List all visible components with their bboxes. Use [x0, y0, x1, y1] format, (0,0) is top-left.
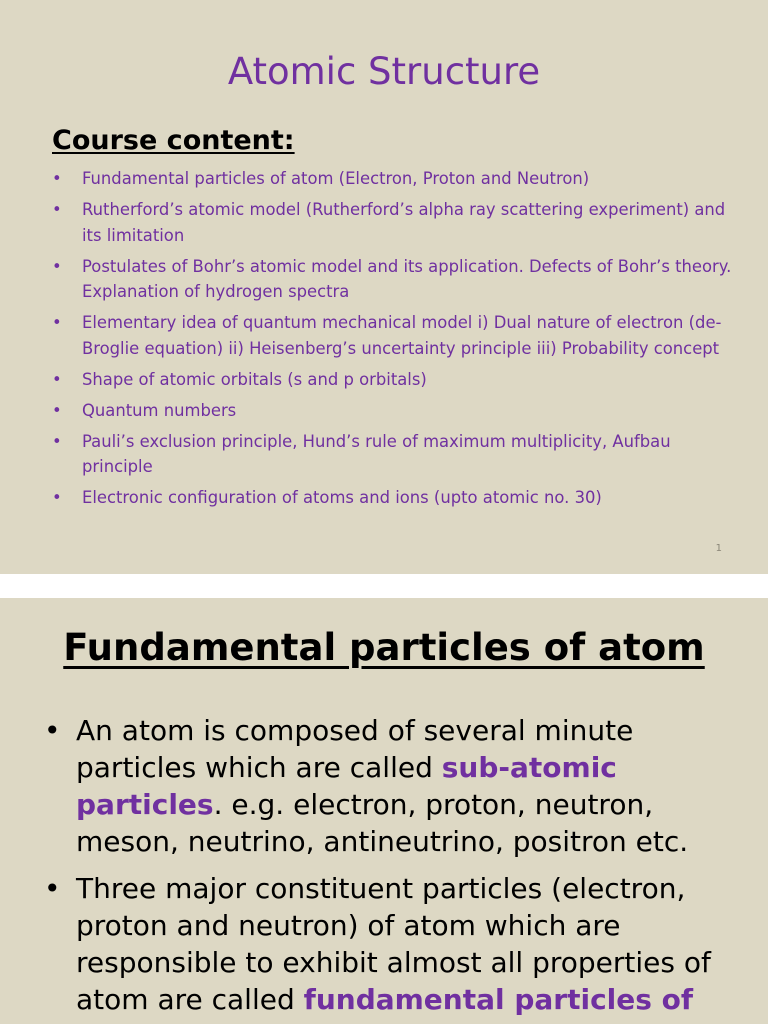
list-item — [44, 870, 744, 1018]
bullet-icon: • — [44, 714, 61, 747]
list-item — [52, 310, 732, 361]
list-item — [52, 254, 732, 305]
bullet-icon: • — [52, 200, 62, 219]
text-segment: Three major constituent particles (electron, proton and neutron) of atom which are responsible to exhibit almost all properties of atom are called — [76, 872, 711, 1016]
list-item — [52, 197, 732, 248]
list-item-text: Postulates of Bohr’s atomic model and its application. Defects of Bohr’s theory. Explanation of hydrogen spectra — [82, 256, 732, 301]
course-content-list — [52, 166, 732, 516]
list-item — [52, 485, 732, 511]
list-item-text: Rutherford’s atomic model (Rutherford’s alpha ray scattering experiment) and its limitation — [82, 200, 726, 245]
list-item — [52, 398, 732, 424]
text-segment: An atom is composed of several minute particles which are called — [76, 714, 634, 784]
highlight-term: fundamental particles of — [303, 983, 694, 1016]
bullet-icon: • — [52, 369, 62, 389]
bullet-icon: • — [52, 431, 62, 451]
slide-2 — [0, 598, 768, 1024]
list-item-text: Pauli’s exclusion principle, Hund’s rule of maximum multiplicity, Aufbau principle — [82, 431, 671, 476]
list-item-text: Quantum numbers — [82, 400, 237, 420]
slide-2-title: Fundamental particles of atom — [63, 626, 705, 669]
list-item — [52, 166, 732, 192]
bullet-icon: • — [44, 872, 61, 905]
text-segment: . e.g. electron, proton, neutron, meson, neutrino, antineutrino, positron etc. — [76, 788, 689, 858]
bullet-icon: • — [52, 169, 62, 188]
list-item-text: Shape of atomic orbitals (s and p orbitals) — [82, 369, 427, 389]
list-item — [52, 367, 732, 393]
list-item — [44, 712, 744, 860]
bullet-icon: • — [52, 313, 62, 332]
page-number: 1 — [715, 543, 722, 554]
course-content-heading: Course content: — [52, 125, 295, 156]
slide-1-title: Atomic Structure — [227, 50, 541, 93]
list-item-text: Elementary idea of quantum mechanical model i) Dual nature of electron (de-Broglie equation) ii) Heisenberg’s uncertainty principle iii) Probability concept — [82, 313, 722, 358]
list-item-text: Electronic configuration of atoms and ions (upto atomic no. 30) — [82, 488, 602, 507]
bullet-icon: • — [52, 256, 62, 276]
bullet-icon: • — [52, 488, 62, 507]
fundamental-particles-list — [44, 712, 744, 1024]
list-item-text: Fundamental particles of atom (Electron, Proton and Neutron) — [82, 169, 590, 188]
bullet-icon: • — [52, 400, 62, 420]
list-item — [52, 429, 732, 480]
highlight-term: sub-atomic particles — [76, 751, 617, 821]
